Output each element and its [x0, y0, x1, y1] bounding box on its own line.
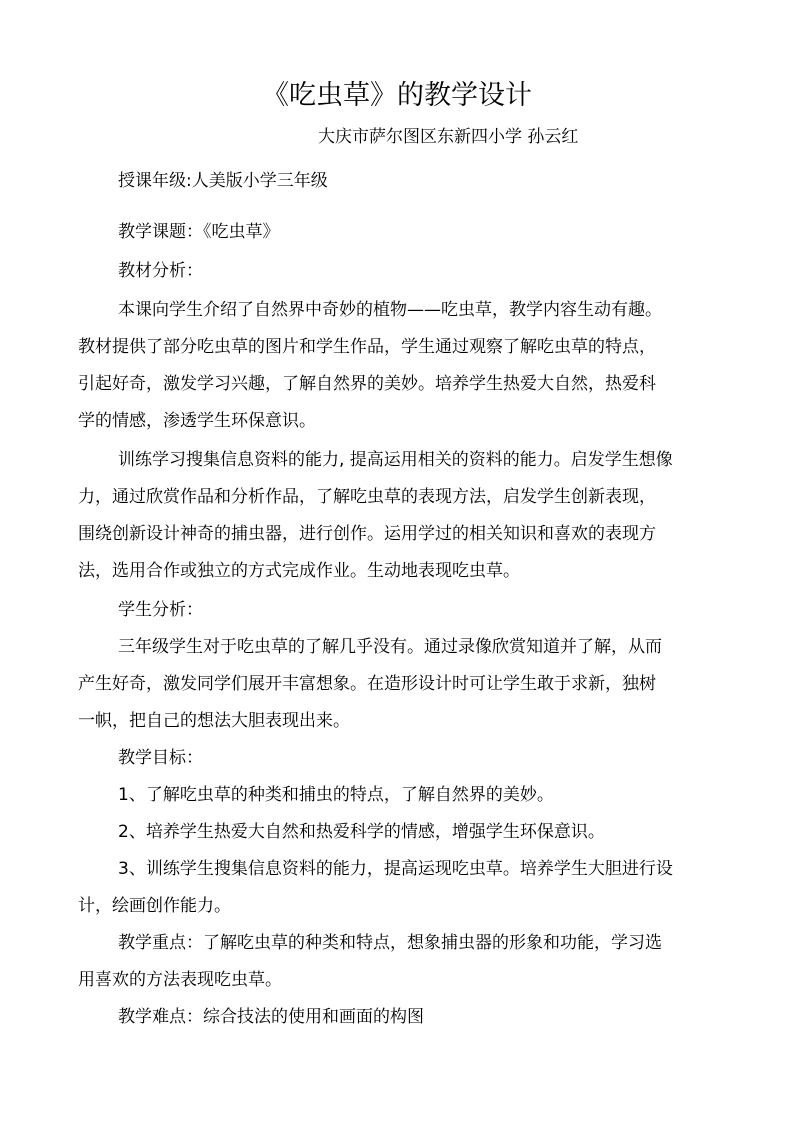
- key-points-line: 教学重点：了解吃虫草的种类和特点，想象捕虫器的形象和功能，学习选: [118, 933, 662, 953]
- material-p1-line: 引起好奇，激发学习兴趣，了解自然界的美妙。培养学生热爱大自然，热爱科: [78, 374, 656, 394]
- key-points-line: 用喜欢的方法表现吃虫草。: [78, 970, 282, 990]
- student-p-line: 三年级学生对于吃虫草的了解几乎没有。通过录像欣赏知道并了解，从而: [118, 637, 662, 657]
- document-title: 《吃虫草》的教学设计: [262, 80, 532, 111]
- grade-line: 授课年级:人美版小学三年级: [118, 171, 328, 191]
- student-p-line: 产生好奇，激发同学们展开丰富想象。在造形设计时可让学生敢于求新，独树: [78, 674, 656, 694]
- goal-3-line: 3、训练学生搜集信息资料的能力，提高运现吃虫草。培养学生大胆进行设: [118, 859, 673, 879]
- author-line: 大庆市萨尔图区东新四小学 孙云红: [318, 127, 579, 147]
- material-p1-line: 本课向学生介绍了自然界中奇妙的植物——吃虫草，教学内容生动有趣。: [118, 300, 662, 320]
- material-p2-line: 围绕创新设计神奇的捕虫器，进行创作。运用学过的相关知识和喜欢的表现方: [78, 524, 656, 544]
- goals-heading: 教学目标：: [118, 748, 203, 768]
- material-p1-line: 教材提供了部分吃虫草的图片和学生作品，学生通过观察了解吃虫草的特点，: [78, 337, 656, 357]
- material-heading: 教材分析：: [118, 261, 203, 281]
- material-p1-line: 学的情感，渗透学生环保意识。: [78, 411, 316, 431]
- goal-1: 1、了解吃虫草的种类和捕虫的特点，了解自然界的美妙。: [118, 785, 554, 805]
- student-heading: 学生分析：: [118, 600, 203, 620]
- goal-3-line: 计，绘画创作能力。: [78, 896, 231, 916]
- goal-2: 2、培养学生热爱大自然和热爱科学的情感，增强学生环保意识。: [118, 822, 605, 842]
- difficulty-line: 教学难点：综合技法的使用和画面的构图: [118, 1007, 424, 1027]
- topic-line: 教学课题：《吃虫草》: [118, 222, 280, 242]
- material-p2-line: 法，选用合作或独立的方式完成作业。生动地表现吃虫草。: [78, 561, 520, 581]
- student-p-line: 一帜，把自己的想法大胆表现出来。: [78, 711, 350, 731]
- material-p2-line: 训练学习搜集信息资料的能力, 提高运用相关的资料的能力。启发学生想像: [118, 450, 673, 470]
- material-p2-line: 力，通过欣赏作品和分析作品，了解吃虫草的表现方法，启发学生创新表现，: [78, 487, 656, 507]
